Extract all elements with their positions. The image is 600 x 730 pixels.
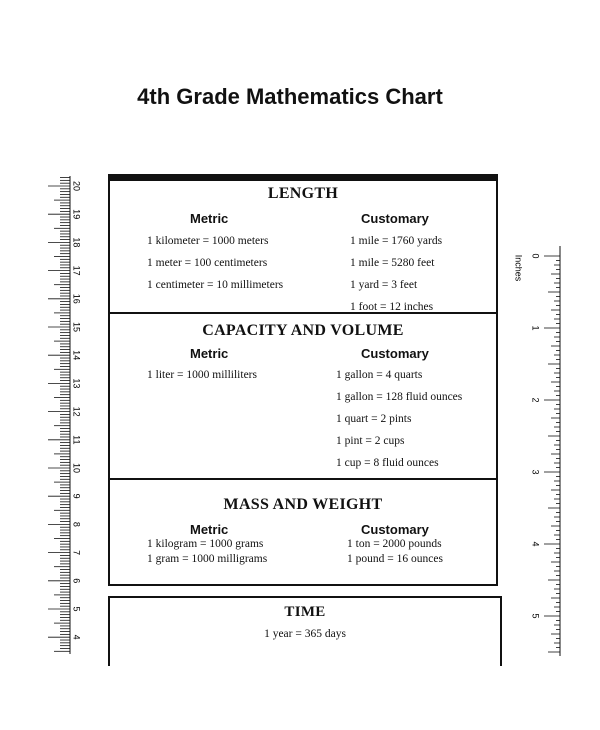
ruler-label: 7	[71, 550, 82, 556]
metric-line: 1 kilometer = 1000 meters	[147, 235, 269, 247]
ruler-label: 10	[71, 462, 82, 474]
customary-line: 1 pound = 16 ounces	[347, 553, 443, 565]
page-title: 4th Grade Mathematics Chart	[137, 84, 443, 109]
customary-line: 1 foot = 12 inches	[350, 301, 434, 313]
section-title: TIME	[284, 604, 326, 620]
ruler-label: 1	[530, 325, 541, 331]
customary-line: 1 pint = 2 cups	[336, 435, 405, 447]
customary-line: 1 ton = 2000 pounds	[347, 538, 442, 550]
ruler-label: 4	[530, 541, 541, 547]
centimeter-ruler	[40, 176, 84, 654]
length-section	[110, 181, 496, 314]
metric-line: 1 meter = 100 centimeters	[147, 257, 268, 269]
ruler-label: 18	[71, 237, 82, 248]
metric-line: 1 gram = 1000 milligrams	[147, 553, 268, 565]
ruler-label: 2	[530, 397, 541, 403]
customary-line: 1 cup = 8 fluid ounces	[336, 457, 439, 469]
ruler-label: 8	[71, 521, 82, 527]
ruler-label: 13	[71, 378, 82, 389]
customary-line: 1 yard = 3 feet	[350, 279, 418, 291]
metric-line: 1 kilogram = 1000 grams	[147, 538, 264, 550]
ruler-label: 17	[71, 265, 82, 276]
capacity-section	[110, 312, 496, 480]
time-line: 1 year = 365 days	[264, 628, 346, 640]
ruler-label: 0	[530, 253, 541, 259]
metric-line: 1 liter = 1000 milliliters	[147, 369, 257, 381]
ruler-label: 3	[530, 469, 541, 475]
customary-header: Customary	[361, 346, 429, 361]
ruler-unit-label: Inches	[513, 254, 524, 282]
ruler-label: 6	[71, 578, 82, 584]
metric-header: Metric	[190, 211, 229, 226]
ruler-label: 5	[71, 606, 82, 612]
inch-ruler	[508, 246, 568, 656]
chart-box	[108, 174, 498, 586]
customary-line: 1 mile = 5280 feet	[350, 257, 435, 269]
customary-line: 1 gallon = 4 quarts	[336, 369, 423, 381]
customary-line: 1 gallon = 128 fluid ounces	[336, 391, 463, 403]
ruler-label: 15	[71, 321, 82, 333]
ruler-label: 4	[71, 634, 82, 640]
metric-line: 1 centimeter = 10 millimeters	[147, 279, 284, 291]
customary-header: Customary	[361, 522, 429, 537]
section-title: MASS AND WEIGHT	[223, 496, 383, 513]
ruler-label: 20	[71, 180, 82, 192]
section-title: LENGTH	[267, 185, 339, 202]
ruler-label: 12	[71, 406, 82, 417]
ruler-label: 14	[71, 350, 82, 361]
ruler-label: 16	[71, 293, 82, 304]
time-box	[108, 596, 502, 666]
ruler-label: 19	[71, 209, 82, 220]
customary-line: 1 mile = 1760 yards	[350, 235, 443, 247]
customary-line: 1 quart = 2 pints	[336, 413, 412, 425]
metric-header: Metric	[190, 522, 229, 537]
ruler-label: 5	[530, 613, 541, 619]
customary-header: Customary	[361, 211, 429, 226]
metric-header: Metric	[190, 346, 229, 361]
section-title: CAPACITY AND VOLUME	[202, 322, 404, 339]
mass-section	[110, 478, 496, 584]
ruler-label: 11	[71, 435, 82, 445]
ruler-label: 9	[71, 493, 82, 499]
